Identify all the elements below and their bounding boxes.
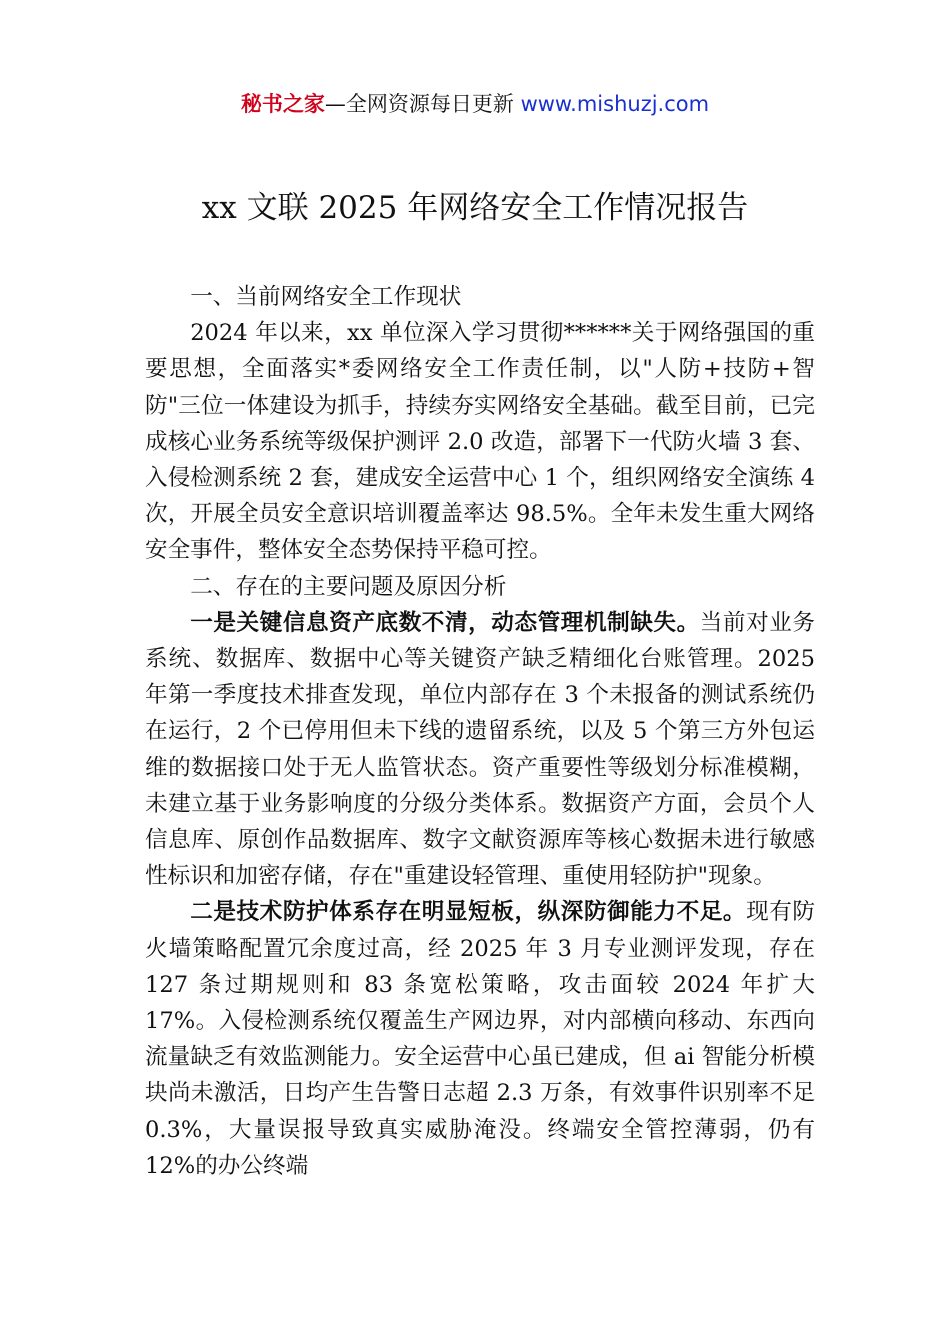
problem-1-text: 当前对业务系统、数据库、数据中心等关键资产缺乏精细化台账管理。2025 年第一季度技术排查发现，单位内部存在 3 个未报备的测试系统仍在运行，2 个已停用但未下线的遗留系统，以及 5 个第三方外包运维的数据接口处于无人监管状态。资产重要性等级划分标准模糊，未建立基于业务影响度的分级分类体系。数据资产方面，会员个人信息库、原创作品数据库、数字文献资源库等核心数据未进行敏感性标识和加密存储，存在"重建设轻管理、重使用轻防护"现象。 <box>145 609 816 890</box>
brand-name: 秘书之家 <box>240 92 325 116</box>
section-2-heading: 二、存在的主要问题及原因分析 <box>190 573 507 600</box>
problem-2-paragraph <box>145 894 815 1184</box>
document-title: xx 文联 2025 年网络安全工作情况报告 <box>201 190 749 226</box>
section-1-heading: 一、当前网络安全工作现状 <box>190 284 462 310</box>
banner-slogan: —全网资源每日更新 <box>324 92 521 116</box>
site-banner <box>0 88 950 120</box>
section-1-paragraph: 2024 年以来，xx 单位深入学习贯彻******关于网络强国的重要思想，全面落实*委网络安全工作责任制，以"人防+技防+智防"三位一体建设为抓手，持续夯实网络安全基础。截至目前，已完成核心业务系统等级保护测评 2.0 改造，部署下一代防火墙 3 套、入侵检测系统 2 套，建成安全运营中心 1 个，组织网络安全演练 4 次，开展全员安全意识培训覆盖率达 98.5%。全年未发生重大网络安全事件，整体安全态势保持平稳可控。 <box>145 320 815 564</box>
problem-1-lead: 一是关键信息资产底数不清，动态管理机制缺失。 <box>190 609 700 636</box>
problem-2-lead: 二是技术防护体系存在明显短板，纵深防御能力不足。 <box>190 899 747 926</box>
problem-1-paragraph <box>145 605 815 895</box>
site-url-link[interactable]: www.mishuzj.com <box>520 92 710 116</box>
document-body <box>145 279 815 1184</box>
problem-2-text: 现有防火墙策略配置冗余度过高，经 2025 年 3 月专业测评发现，存在 127 条过期规则和 83 条宽松策略，攻击面较 2024 年扩大 17%。入侵检测系统仅覆盖生产网边界，对内部横向移动、东西向流量缺乏有效监测能力。安全运营中心虽已建成，但 ai 智能分析模块尚未激活，日均产生告警日志超 2.3 万条，有效事件识别率不足 0.3%，大量误报导致真实威胁淹没。终端安全管控薄弱，仍有 12%的办公终端 <box>145 899 816 1179</box>
